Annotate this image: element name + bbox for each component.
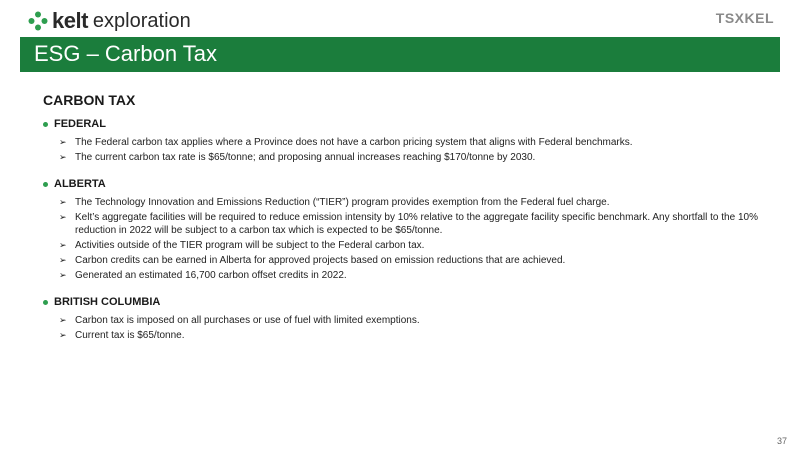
- arrow-bullet-icon: ➢: [59, 255, 67, 265]
- green-dot-icon: [43, 122, 48, 127]
- list-item-text: Kelt’s aggregate facilities will be required to reduce emission intensity by 10% relative to the aggregate facility specific benchmark. Any shortfall to the 10% reduction in 2022 will be subject to a carbon tax which is expected to be $65/tonne.: [75, 212, 758, 236]
- list-item: [43, 136, 773, 149]
- list-item: [43, 329, 773, 342]
- content-heading: CARBON TAX: [43, 92, 136, 108]
- section-title: [43, 178, 773, 190]
- list-item-text: The current carbon tax rate is $65/tonne; and proposing annual increases reaching $170/tonne by 2030.: [75, 152, 536, 163]
- list-item-text: The Technology Innovation and Emissions Reduction (“TIER”) program provides exemption from the Federal fuel charge.: [75, 197, 610, 208]
- section-title-text: ALBERTA: [54, 178, 106, 190]
- title-bar: [20, 37, 780, 72]
- green-dot-icon: [43, 182, 48, 187]
- list-item: [43, 239, 773, 252]
- list-item: [43, 254, 773, 267]
- page-title: ESG – Carbon Tax: [34, 41, 218, 66]
- section-british-columbia: [43, 296, 773, 342]
- logo-tagline: exploration: [92, 9, 191, 32]
- arrow-bullet-icon: ➢: [59, 197, 67, 207]
- list-item-text: Generated an estimated 16,700 carbon offset credits in 2022.: [75, 270, 347, 281]
- list-item-text: Current tax is $65/tonne.: [75, 330, 185, 341]
- arrow-bullet-icon: ➢: [59, 270, 67, 280]
- arrow-bullet-icon: ➢: [59, 137, 67, 147]
- list-item-text: Carbon credits can be earned in Alberta for approved projects based on emission reductions that are achieved.: [75, 255, 566, 266]
- company-logo: [28, 8, 191, 34]
- section-title: [43, 118, 773, 130]
- list-item: [43, 314, 773, 327]
- arrow-bullet-icon: ➢: [59, 152, 67, 162]
- list-item-text: The Federal carbon tax applies where a Province does not have a carbon pricing system that aligns with Federal benchmarks.: [75, 137, 633, 148]
- kelt-logo-icon: [28, 11, 48, 31]
- page-number: 37: [776, 436, 787, 446]
- list-item: [43, 269, 773, 282]
- section-federal: [43, 118, 773, 164]
- arrow-bullet-icon: ➢: [59, 315, 67, 325]
- section-alberta: [43, 178, 773, 282]
- list-item: [43, 151, 773, 164]
- list-item: [43, 211, 773, 237]
- list-item-text: Carbon tax is imposed on all purchases or use of fuel with limited exemptions.: [75, 315, 420, 326]
- green-dot-icon: [43, 300, 48, 305]
- section-title: [43, 296, 773, 308]
- section-title-text: BRITISH COLUMBIA: [54, 296, 161, 308]
- arrow-bullet-icon: ➢: [59, 212, 67, 222]
- list-item: [43, 196, 773, 209]
- main-content: [43, 92, 773, 356]
- list-item-text: Activities outside of the TIER program will be subject to the Federal carbon tax.: [75, 240, 425, 251]
- section-title-text: FEDERAL: [54, 118, 106, 130]
- stock-ticker: [716, 10, 774, 26]
- arrow-bullet-icon: ➢: [59, 240, 67, 250]
- ticker-symbol: KEL: [744, 10, 774, 26]
- ticker-exchange: TSX: [715, 10, 745, 26]
- arrow-bullet-icon: ➢: [59, 330, 67, 340]
- logo-wordmark: kelt: [52, 8, 88, 33]
